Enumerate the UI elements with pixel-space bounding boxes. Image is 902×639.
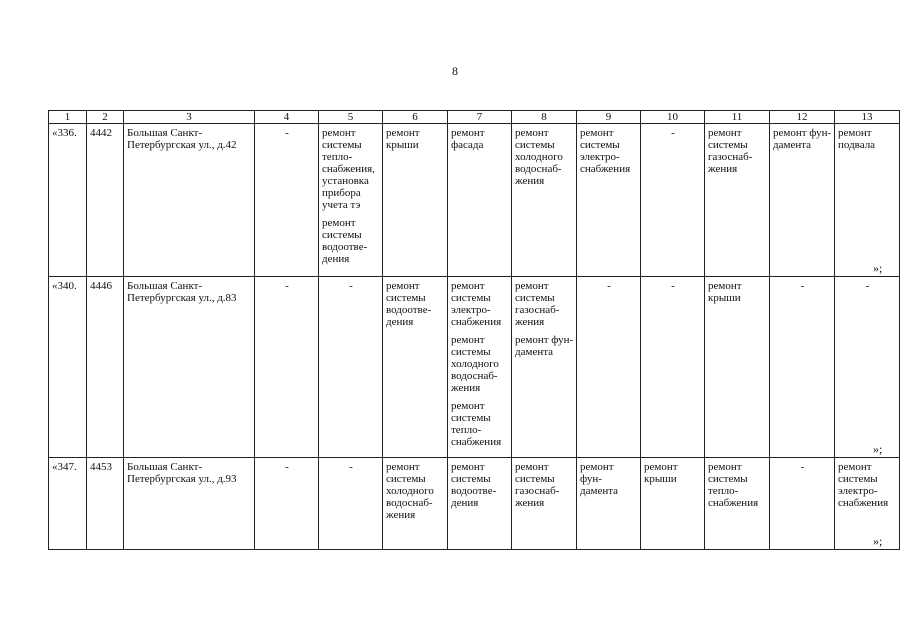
work-entry: ремонт системы электро-снабжения	[451, 280, 502, 328]
table-row	[49, 124, 900, 277]
works-table	[48, 110, 900, 550]
column-header: 12	[770, 111, 835, 124]
work-cell	[835, 124, 900, 277]
work-cell	[705, 277, 770, 458]
work-entry: -	[349, 280, 353, 292]
row-closing-quote: »;	[873, 260, 883, 275]
work-entry: ремонт системы холодного водоснаб-жения	[386, 461, 434, 521]
work-entry: ремонт системы холодного водоснаб-жения	[451, 334, 499, 394]
page-number: 8	[452, 64, 458, 78]
table-row	[49, 458, 900, 550]
row-number-cell: «347.	[49, 458, 87, 550]
work-entry: ремонт системы газоснаб-жения	[515, 461, 560, 509]
work-cell	[835, 458, 900, 550]
work-cell	[319, 277, 383, 458]
row-number-cell: «336.	[49, 124, 87, 277]
work-cell	[705, 124, 770, 277]
address-cell: Большая Санкт-Петербургская ул., д.83	[124, 277, 255, 458]
column-header: 3	[124, 111, 255, 124]
work-entry: -	[285, 280, 289, 292]
column-header: 13	[835, 111, 900, 124]
column-header: 7	[448, 111, 512, 124]
work-cell	[641, 458, 705, 550]
work-entry: -	[349, 461, 353, 473]
work-cell	[383, 277, 448, 458]
work-cell	[641, 277, 705, 458]
column-header: 9	[577, 111, 641, 124]
work-cell	[383, 458, 448, 550]
address-cell: Большая Санкт-Петербургская ул., д.93	[124, 458, 255, 550]
work-entry: -	[285, 127, 289, 139]
work-cell	[383, 124, 448, 277]
work-cell	[448, 277, 512, 458]
work-entry: ремонт системы газоснаб-жения	[708, 127, 753, 175]
work-entry: ремонт системы водоотве-дения	[451, 461, 497, 509]
work-cell	[255, 277, 319, 458]
column-header: 6	[383, 111, 448, 124]
building-code-cell: 4446	[87, 277, 124, 458]
building-code-cell: 4442	[87, 124, 124, 277]
column-header: 8	[512, 111, 577, 124]
work-cell	[255, 458, 319, 550]
work-cell	[577, 277, 641, 458]
work-entry: ремонт системы тепло-снабжения, установка прибора учета тэ	[322, 127, 375, 211]
work-entry: -	[865, 280, 870, 292]
work-entry: -	[671, 127, 675, 139]
work-entry: -	[607, 280, 611, 292]
row-closing-quote: »;	[873, 533, 883, 548]
work-entry: ремонт системы водоотве-дения	[386, 280, 432, 328]
work-cell	[770, 277, 835, 458]
work-entry: ремонт системы водоотве-дения	[322, 217, 368, 265]
work-entry: -	[671, 280, 675, 292]
work-cell	[448, 458, 512, 550]
work-cell	[255, 124, 319, 277]
work-entry: -	[800, 461, 805, 473]
column-header: 4	[255, 111, 319, 124]
work-cell	[319, 124, 383, 277]
row-number-cell: «340.	[49, 277, 87, 458]
work-cell	[319, 458, 383, 550]
column-header: 5	[319, 111, 383, 124]
work-entry: ремонт фун-дамента	[515, 334, 574, 358]
address-cell: Большая Санкт-Петербургская ул., д.42	[124, 124, 255, 277]
work-entry: ремонт фун-дамента	[773, 127, 832, 151]
work-cell	[705, 458, 770, 550]
work-entry: ремонт системы холодного водоснаб-жения	[515, 127, 563, 187]
work-cell	[641, 124, 705, 277]
header-row	[49, 111, 900, 124]
column-header: 11	[705, 111, 770, 124]
work-entry: -	[285, 461, 289, 473]
work-entry: ремонт крыши	[708, 280, 742, 304]
work-cell	[577, 124, 641, 277]
work-entry: ремонт подвала	[838, 127, 876, 151]
work-cell	[770, 458, 835, 550]
work-cell	[512, 124, 577, 277]
work-entry: ремонт системы газоснаб-жения	[515, 280, 560, 328]
table-row	[49, 277, 900, 458]
work-entry: ремонт системы электро-снабжения	[580, 127, 631, 175]
work-cell	[577, 458, 641, 550]
work-entry: ремонт фасада	[451, 127, 485, 151]
work-entry: ремонт крыши	[386, 127, 420, 151]
work-cell	[512, 458, 577, 550]
building-code-cell: 4453	[87, 458, 124, 550]
work-cell	[770, 124, 835, 277]
work-entry: ремонт крыши	[644, 461, 678, 485]
work-entry: ремонт системы электро-снабжения	[838, 461, 889, 509]
work-cell	[448, 124, 512, 277]
row-closing-quote: »;	[873, 441, 883, 456]
column-header: 1	[49, 111, 87, 124]
column-header: 10	[641, 111, 705, 124]
work-cell	[512, 277, 577, 458]
work-entry: ремонт системы тепло-снабжения	[451, 400, 502, 448]
column-header: 2	[87, 111, 124, 124]
work-cell	[835, 277, 900, 458]
work-entry: ремонт системы тепло-снабжения	[708, 461, 759, 509]
work-entry: ремонт фун-дамента	[580, 461, 619, 497]
work-entry: -	[800, 280, 805, 292]
